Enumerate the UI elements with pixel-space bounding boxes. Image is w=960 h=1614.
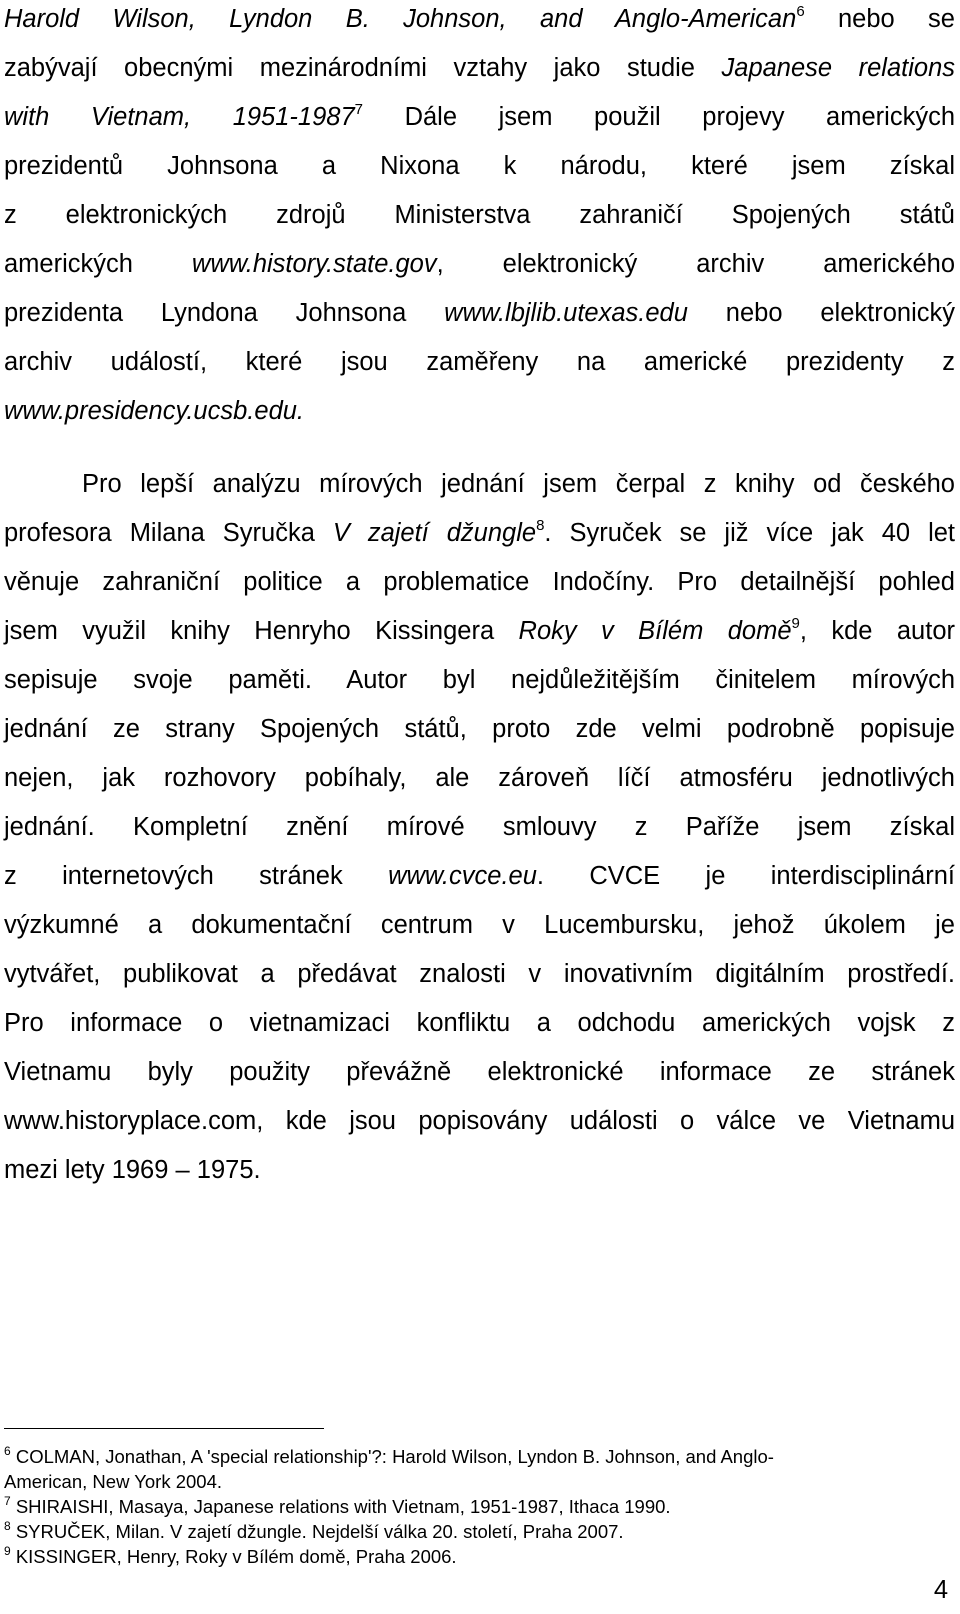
page-number: 4 xyxy=(933,1576,948,1604)
text-run: jsem využil knihy Henryho Kissingera xyxy=(4,617,519,645)
text-run: amerických xyxy=(4,250,192,278)
text-line: Pro informace o vietnamizaci konfliktu a odchodu amerických vojsk z xyxy=(4,1009,955,1037)
footnote-text: SHIRAISHI, Masaya, Japanese relations with Vietnam, 1951-1987, Ithaca 1990. xyxy=(10,1496,671,1517)
text-line xyxy=(4,101,955,133)
italic-title: Japanese relations xyxy=(721,54,956,82)
text-line xyxy=(4,615,955,647)
text-line: z elektronických zdrojů Ministerstva zahraničí Spojených států xyxy=(4,201,955,229)
footnote-text: COLMAN, Jonathan, A 'special relationship'?: Harold Wilson, Lyndon B. Johnson, and Anglo- xyxy=(10,1446,774,1467)
italic-title: Harold Wilson, Lyndon B. Johnson, and Anglo-American xyxy=(4,5,797,33)
text-run: profesora Milana Syručka xyxy=(4,519,333,547)
text-run: , kde jsou popisovány události o válce ve Vietnamu xyxy=(256,1107,955,1135)
text-line xyxy=(4,395,955,427)
text-line: Vietnamu byly použity převážně elektronické informace ze stránek xyxy=(4,1058,955,1086)
footnote-number: 9 xyxy=(4,1544,11,1558)
text-run: z internetových stránek xyxy=(4,862,389,890)
footnote-7 xyxy=(4,1496,955,1518)
text-line: prezidentů Johnsona a Nixona k národu, které jsem získal xyxy=(4,152,955,180)
italic-title: with Vietnam, 1951-1987 xyxy=(4,103,355,131)
text-run: nebo elektronický xyxy=(687,299,955,327)
text-run: prezidenta Lyndona Johnsona xyxy=(4,299,445,327)
text-line: archiv událostí, které jsou zaměřeny na americké prezidenty z xyxy=(4,348,955,376)
footnote-number: 7 xyxy=(4,1494,11,1508)
text-run: , kde autor xyxy=(799,617,955,645)
text-line: mezi lety 1969 – 1975. xyxy=(4,1156,261,1184)
url-link[interactable]: www.history.state.gov xyxy=(191,250,437,278)
text-line: sepisuje svoje paměti. Autor byl nejdůležitějším činitelem mírových xyxy=(4,666,955,694)
footnote-text: KISSINGER, Henry, Roky v Bílém domě, Praha 2006. xyxy=(10,1546,457,1567)
footnote-ref: 8 xyxy=(536,517,545,534)
text-run: Dále jsem použil projevy amerických xyxy=(363,103,956,131)
italic-title: V zajetí džungle xyxy=(332,519,537,547)
url-link[interactable]: www.lbjlib.utexas.edu xyxy=(444,299,688,327)
text-line xyxy=(4,3,955,35)
footnote-6-cont: American, New York 2004. xyxy=(4,1471,223,1492)
text-run: . Syruček se již více jak 40 let xyxy=(544,519,956,547)
text-line: Pro lepší analýzu mírových jednání jsem čerpal z knihy od českého xyxy=(82,470,955,498)
text-line xyxy=(4,248,955,280)
text-line: vytvářet, publikovat a předávat znalosti v inovativním digitálním prostředí. xyxy=(4,960,955,988)
footnote-ref: 9 xyxy=(791,615,800,632)
footnote-8 xyxy=(4,1521,955,1543)
text-line: jednání. Kompletní znění mírové smlouvy z Paříže jsem získal xyxy=(4,813,955,841)
text-line xyxy=(4,860,955,892)
text-line: výzkumné a dokumentační centrum v Lucembursku, jehož úkolem je xyxy=(4,911,955,939)
text-line: nejen, jak rozhovory pobíhaly, ale zároveň líčí atmosféru jednotlivých xyxy=(4,764,955,792)
text-line: jednání ze strany Spojených států, proto zde velmi podrobně popisuje xyxy=(4,715,955,743)
footnote-ref: 7 xyxy=(354,101,363,118)
url-link[interactable]: www.cvce.eu xyxy=(388,862,537,890)
url-link[interactable]: www.presidency.ucsb.edu. xyxy=(4,397,305,425)
footnote-9 xyxy=(4,1546,955,1568)
text-run: nebo se xyxy=(804,5,955,33)
text-run: zabývají obecnými mezinárodními vztahy jako studie xyxy=(4,54,722,82)
text-line xyxy=(4,517,955,549)
text-run: . CVCE je interdisciplinární xyxy=(536,862,955,890)
footnote-number: 8 xyxy=(4,1519,11,1533)
text-line xyxy=(4,297,955,329)
text-line xyxy=(4,1105,955,1137)
url-link[interactable]: www.historyplace.com xyxy=(4,1107,257,1135)
text-line xyxy=(4,52,955,84)
footnote-6 xyxy=(4,1446,955,1468)
text-line: věnuje zahraniční politice a problematice Indočíny. Pro detailnější pohled xyxy=(4,568,955,596)
text-run: , elektronický archiv amerického xyxy=(436,250,956,278)
footnote-ref: 6 xyxy=(796,3,805,20)
footnote-number: 6 xyxy=(4,1444,11,1458)
italic-title: Roky v Bílém domě xyxy=(518,617,792,645)
footnote-text: SYRUČEK, Milan. V zajetí džungle. Nejdelší válka 20. století, Praha 2007. xyxy=(10,1521,624,1542)
footnote-separator xyxy=(4,1428,324,1429)
